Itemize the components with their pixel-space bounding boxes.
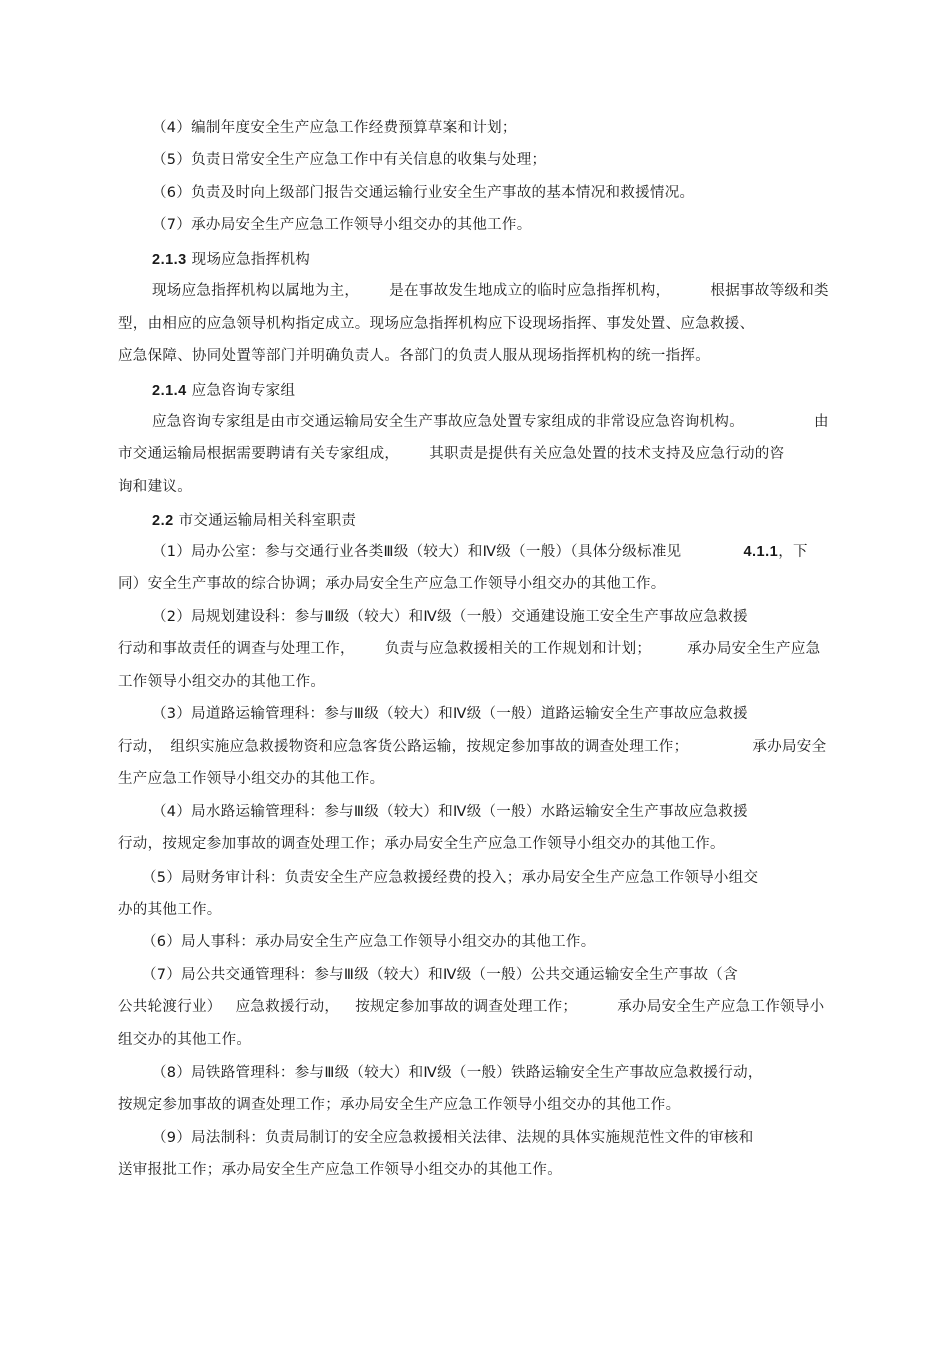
paragraph-line: （4）编制年度安全生产应急工作经费预算草案和计划； xyxy=(152,120,517,136)
text-segment: 公共轮渡行业） xyxy=(118,999,222,1015)
paragraph-line xyxy=(152,412,829,432)
paragraph-line xyxy=(152,542,808,562)
text-segment: 组织实施应急救援物资和应急客货公路运输，按规定参加事故的调查处理工作； xyxy=(170,739,689,755)
paragraph-line: （7）承办局安全生产应急工作领导小组交办的其他工作。 xyxy=(152,217,532,233)
paragraph-line: （3）局道路运输管理科：参与Ⅲ级（较大）和Ⅳ级（一般）道路运输安全生产事故应急救援 xyxy=(152,706,748,722)
section-heading-2-1-3 xyxy=(152,250,310,270)
paragraph-line: 型，由相应的应急领导机构指定成立。现场应急指挥机构应下设现场指挥、事发处置、应急救援、 xyxy=(118,316,755,332)
text-segment: 现场应急指挥机构以属地为主， xyxy=(152,283,360,299)
section-heading-2-2 xyxy=(152,511,356,531)
text-segment: 是在事故发生地成立的临时应急指挥机构， xyxy=(389,283,671,299)
paragraph-line xyxy=(118,997,824,1017)
paragraph-line: （8）局铁路管理科：参与Ⅲ级（较大）和Ⅳ级（一般）铁路运输安全生产事故应急救援行动， xyxy=(152,1065,763,1081)
paragraph-line: （4）局水路运输管理科：参与Ⅲ级（较大）和Ⅳ级（一般）水路运输安全生产事故应急救援 xyxy=(152,804,748,820)
paragraph-line: 送审报批工作；承办局安全生产应急工作领导小组交办的其他工作。 xyxy=(118,1162,562,1178)
paragraph-line: 询和建议。 xyxy=(118,479,192,495)
section-number: 2.1.3 xyxy=(152,252,187,268)
text-segment: 负责与应急救援相关的工作规划和计划； xyxy=(384,641,652,657)
section-title: 市交通运输局相关科室职责 xyxy=(178,513,357,529)
paragraph-line: （2）局规划建设科：参与Ⅲ级（较大）和Ⅳ级（一般）交通建设施工安全生产事故应急救援 xyxy=(152,609,748,625)
paragraph-line: （5）局财务审计科：负责安全生产应急救援经费的投入；承办局安全生产应急工作领导小组交 xyxy=(142,870,759,886)
paragraph-line: 应急保障、协同处置等部门并明确负责人。各部门的负责人服从现场指挥机构的统一指挥。 xyxy=(118,348,710,364)
section-title: 应急咨询专家组 xyxy=(191,383,296,399)
paragraph-line: （9）局法制科：负责局制订的安全应急救援相关法律、法规的具体实施规范性文件的审核和 xyxy=(152,1130,754,1146)
text-segment: 根据事故等级和类 xyxy=(710,283,829,299)
text-segment: 市交通运输局根据需要聘请有关专家组成， xyxy=(118,446,400,462)
paragraph-line xyxy=(118,444,784,464)
paragraph-line: 同）安全生产事故的综合协调；承办局安全生产应急工作领导小组交办的其他工作。 xyxy=(118,576,666,592)
text-segment: 行动和事故责任的调查与处理工作， xyxy=(118,641,355,657)
text-segment: 其职责是提供有关应急处置的技术支持及应急行动的咨 xyxy=(429,446,785,462)
paragraph-line xyxy=(152,281,829,301)
text-segment: （1）局办公室：参与交通行业各类Ⅲ级（较大）和Ⅳ级（一般）（具体分级标准见 xyxy=(152,544,682,560)
text-segment: 承办局安全生产应急 xyxy=(687,641,821,657)
text-segment: ，下 xyxy=(778,544,808,560)
text-segment: 行动， xyxy=(118,739,163,755)
paragraph-line: 行动，按规定参加事故的调查处理工作；承办局安全生产应急工作领导小组交办的其他工作。 xyxy=(118,836,725,852)
section-number: 2.1.4 xyxy=(152,383,187,399)
section-title: 现场应急指挥机构 xyxy=(191,252,311,268)
text-segment: 承办局安全 xyxy=(752,739,827,755)
paragraph-line: 办的其他工作。 xyxy=(118,902,222,918)
paragraph-line: 工作领导小组交办的其他工作。 xyxy=(118,674,326,690)
text-segment: 承办局安全生产应急工作领导小 xyxy=(617,999,825,1015)
paragraph-line: 生产应急工作领导小组交办的其他工作。 xyxy=(118,771,385,787)
text-segment: 应急救援行动， xyxy=(235,999,340,1015)
paragraph-line: （7）局公共交通管理科：参与Ⅲ级（较大）和Ⅳ级（一般）公共交通运输安全生产事故（含 xyxy=(142,967,738,983)
paragraph-line: （5）负责日常安全生产应急工作中有关信息的收集与处理； xyxy=(152,152,547,168)
text-segment: 由 xyxy=(814,414,829,430)
text-segment: 按规定参加事故的调查处理工作； xyxy=(355,999,578,1015)
paragraph-line: 按规定参加事故的调查处理工作；承办局安全生产应急工作领导小组交办的其他工作。 xyxy=(118,1097,681,1113)
paragraph-line: （6）局人事科：承办局安全生产应急工作领导小组交办的其他工作。 xyxy=(142,934,596,950)
section-number: 2.2 xyxy=(152,513,174,529)
section-heading-2-1-4 xyxy=(152,381,295,401)
paragraph-line: 组交办的其他工作。 xyxy=(118,1032,252,1048)
reference-number: 4.1.1 xyxy=(743,544,779,560)
paragraph-line: （6）负责及时向上级部门报告交通运输行业安全生产事故的基本情况和救援情况。 xyxy=(152,185,695,201)
paragraph-line xyxy=(118,737,826,757)
paragraph-line xyxy=(118,639,820,659)
text-segment: 应急咨询专家组是由市交通运输局安全生产事故应急处置专家组成的非常设应急咨询机构。 xyxy=(152,414,744,430)
